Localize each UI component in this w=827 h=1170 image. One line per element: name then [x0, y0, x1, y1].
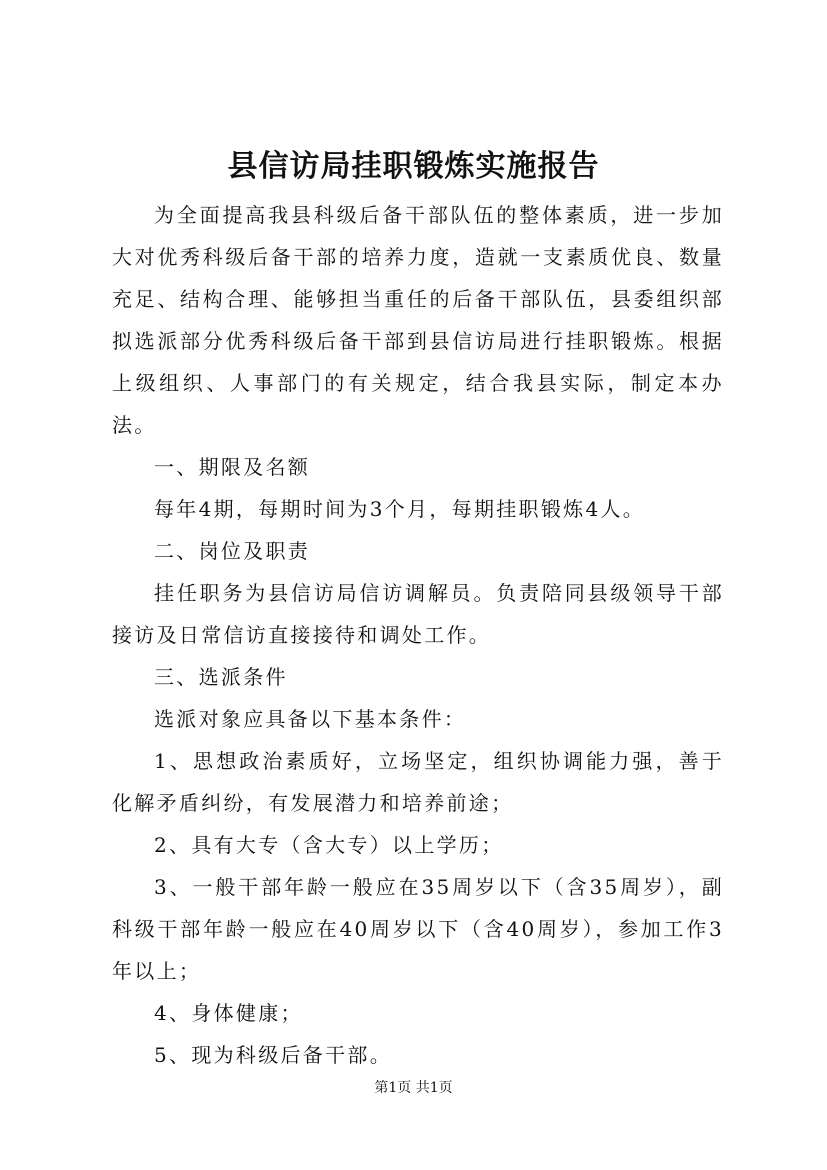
criteria-item-3: 3、一般干部年龄一般应在35周岁以下（含35周岁），副科级干部年龄一般应在40周岁以下（含40周岁），参加工作3年以上； [112, 875, 724, 983]
paragraph-post-duties: 挂任职务为县信访局信访调解员。负责陪同县级领导干部接访及日常信访直接接待和调处工作。 [112, 581, 724, 647]
section-heading-post-duties: 二、岗位及职责 [154, 539, 311, 563]
criteria-item-4: 4、身体健康； [154, 1001, 303, 1025]
section-heading-selection-criteria: 三、选派条件 [154, 665, 288, 689]
page-footer: 第1页 共1页 [374, 1080, 453, 1096]
paragraph-intro: 为全面提高我县科级后备干部队伍的整体素质，进一步加大对优秀科级后备干部的培养力度，造就一支素质优良、数量充足、结构合理、能够担当重任的后备干部队伍，县委组织部拟选派部分优秀科级后备干部到县信访局进行挂职锻炼。根据上级组织、人事部门的有关规定，结合我县实际，制定本办法。 [112, 203, 724, 437]
criteria-item-2: 2、具有大专（含大专）以上学历； [154, 833, 504, 857]
section-heading-term-quota: 一、期限及名额 [154, 455, 311, 479]
document-title: 县信访局挂职锻炼实施报告 [227, 149, 600, 184]
criteria-item-1: 1、思想政治素质好，立场坚定，组织协调能力强，善于化解矛盾纠纷，有发展潜力和培养前途； [112, 749, 724, 815]
paragraph-term-quota: 每年4期，每期时间为3个月，每期挂职锻炼4人。 [154, 497, 646, 521]
criteria-item-5: 5、现为科级后备干部。 [154, 1043, 393, 1067]
document-body [112, 194, 724, 1076]
paragraph-criteria-intro: 选派对象应具备以下基本条件： [154, 707, 467, 731]
